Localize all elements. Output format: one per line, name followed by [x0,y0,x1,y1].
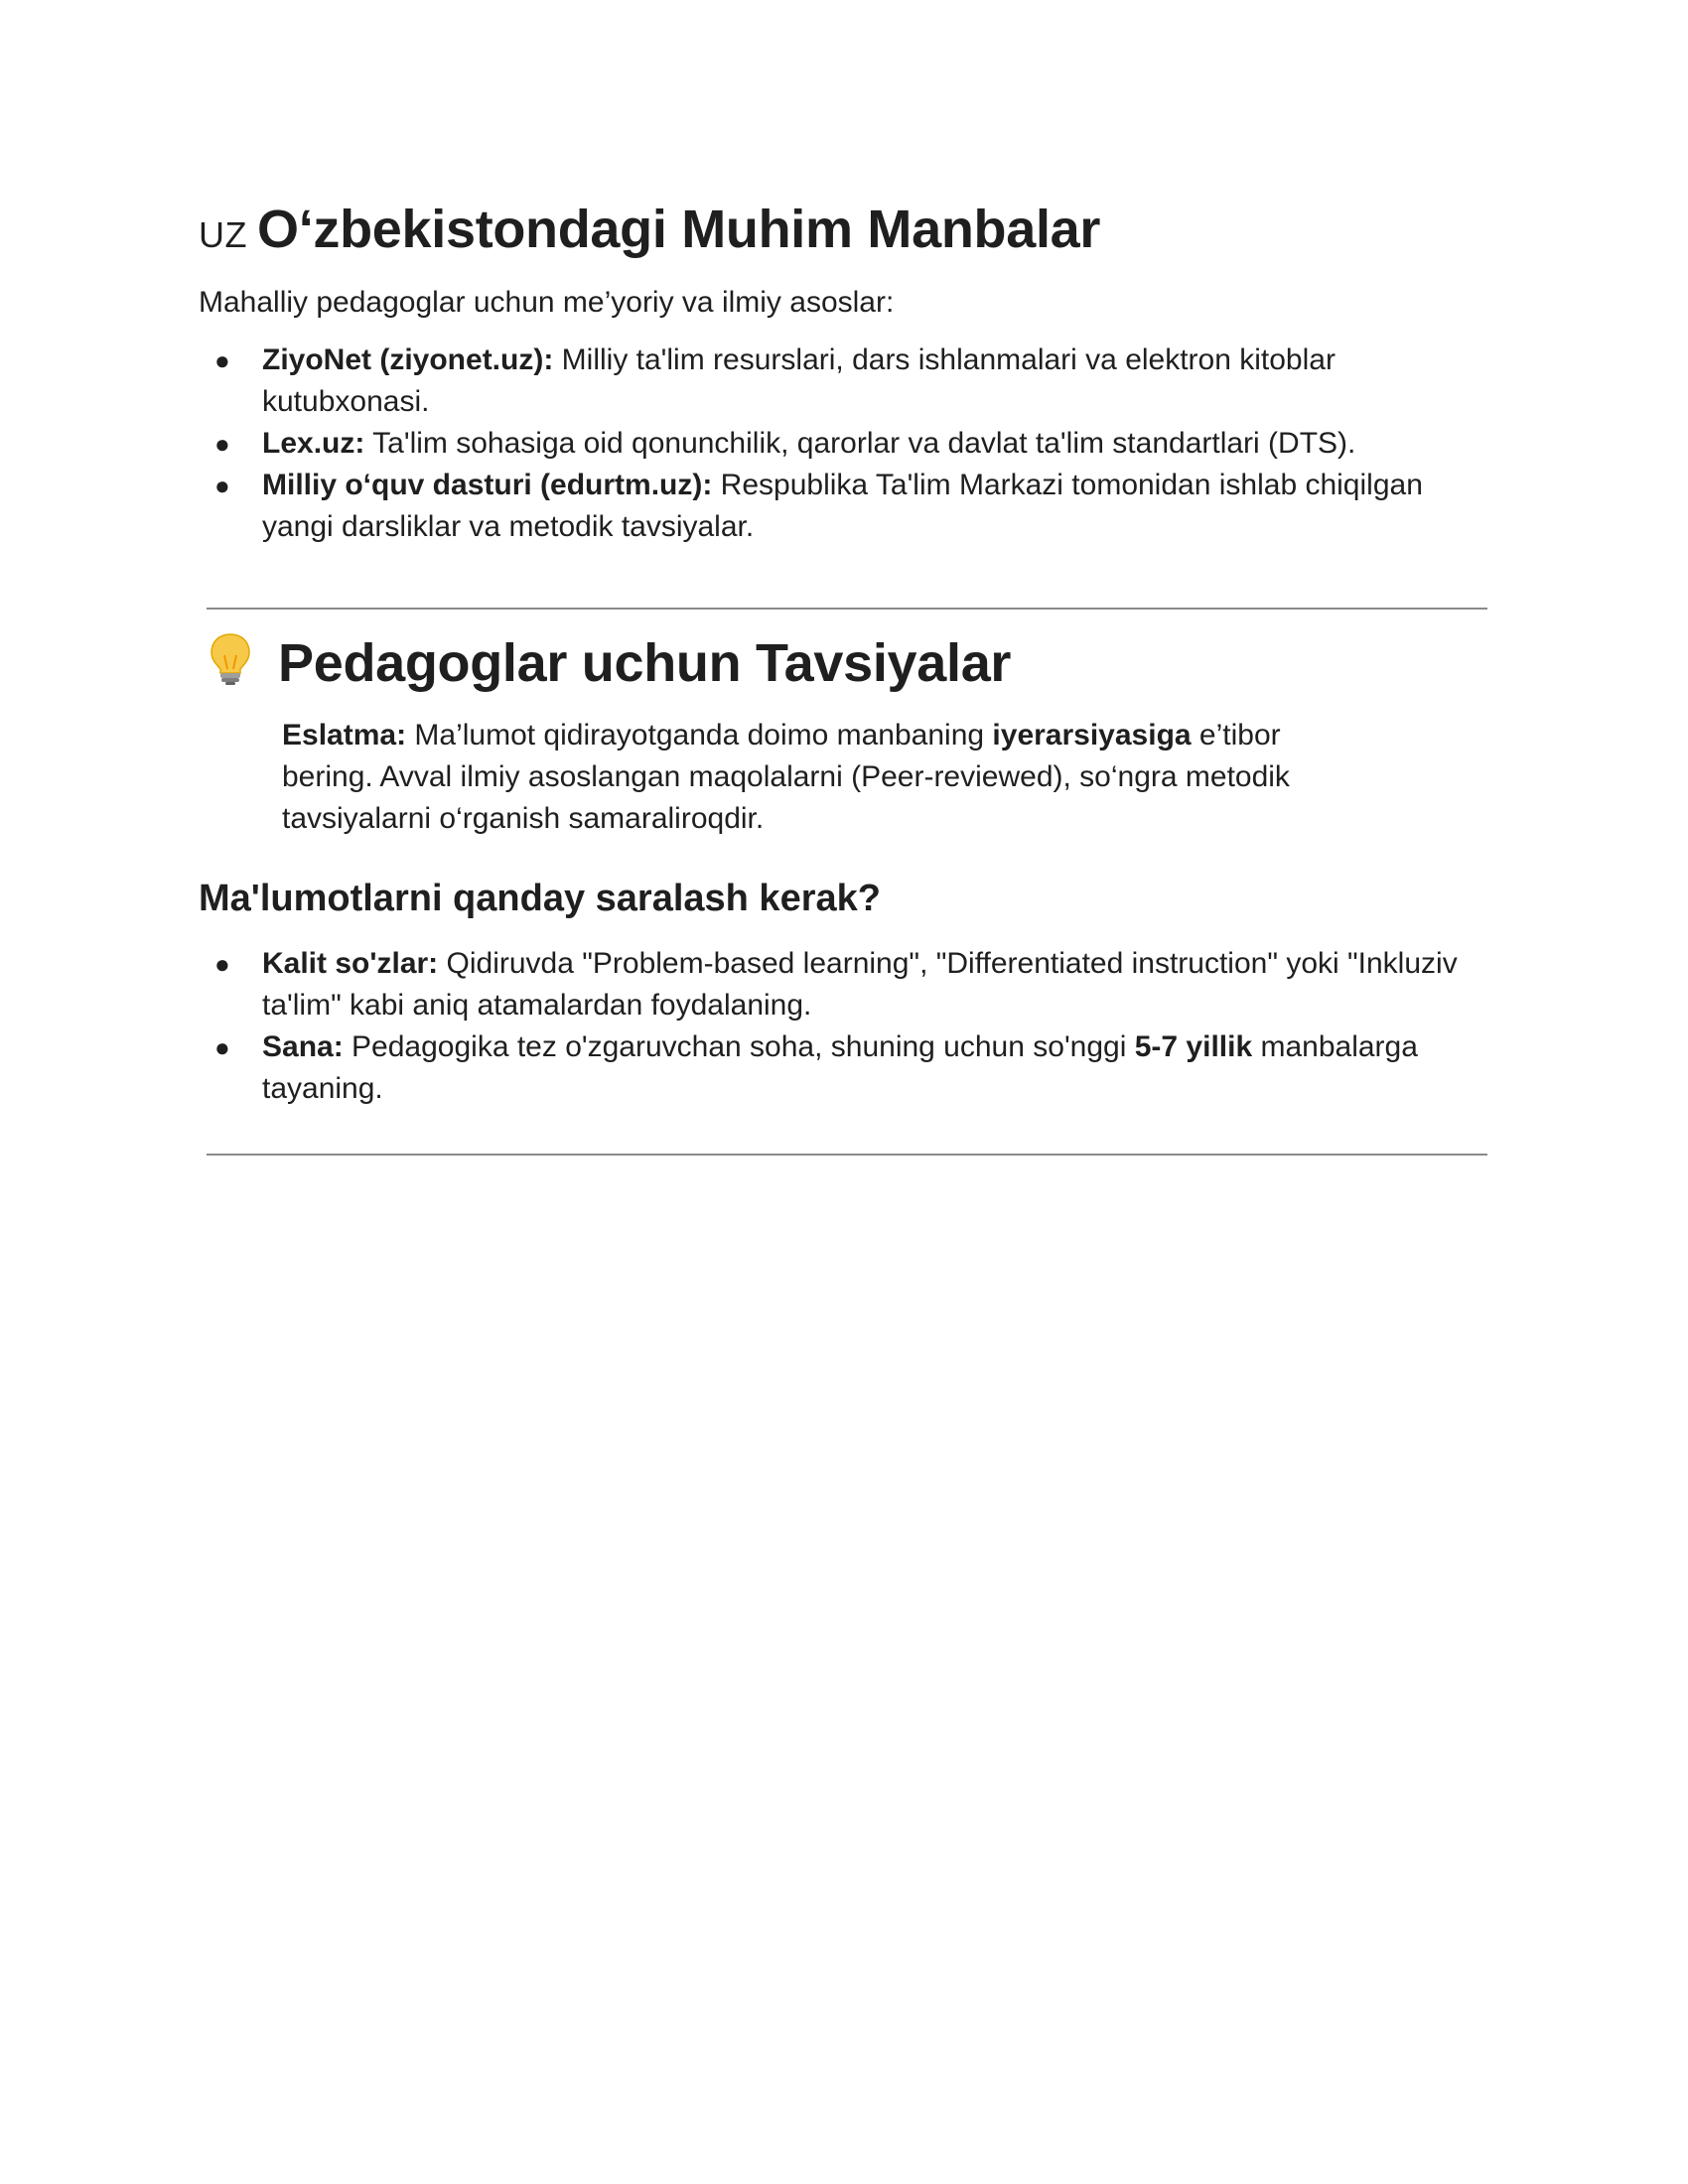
item-label: Sana: [262,1030,344,1063]
list-item [199,465,1489,548]
bullet-icon: ● [214,471,230,500]
item-text: manbalarga tayaning. [262,1030,1418,1105]
section-heading-uzbekistan-resources [199,195,1100,270]
item-label: ZiyoNet (ziyonet.uz): [262,343,554,376]
tips-list [199,943,1489,1110]
resource-list [199,340,1489,548]
bullet-icon: ● [214,1032,230,1062]
horizontal-divider [207,608,1487,610]
item-label: Lex.uz: [262,427,365,460]
note-emphasis: iyerarsiyasiga [992,719,1192,751]
section-title: O‘zbekistondagi Muhim Manbalar [257,200,1101,259]
bullet-icon: ● [214,345,230,375]
intro-text: Mahalliy pedagoglar uchun me’yoriy va ilmiy asoslar: [199,286,895,319]
list-item [199,423,1489,465]
section-heading-recommendations [207,625,1011,701]
item-text: Milliy ta'lim resurslari, dars ishlanmalari va elektron kitoblar kutubxonasi. [262,343,1336,418]
uz-flag-code: UZ [199,214,247,255]
lightbulb-icon [207,631,254,687]
note-callout [282,715,1364,840]
list-item [199,340,1489,423]
item-label: Kalit so'zlar: [262,947,439,980]
list-item [199,943,1489,1026]
bullet-icon: ● [214,949,230,979]
note-text: e’tibor bering. Avval ilmiy asoslangan maqolalarni (Peer-reviewed), so‘ngra metodik tavsiyalarni o‘rganish samaraliroqdir. [282,719,1290,835]
section-title: Pedagoglar uchun Tavsiyalar [278,633,1012,693]
item-text: Ta'lim sohasiga oid qonunchilik, qarorlar va davlat ta'lim standartlari (DTS). [364,427,1356,460]
item-text: Qidiruvda "Problem-based learning", "Differentiated instruction" yoki "Inkluziv ta'lim" kabi aniq atamalardan foydalaning. [262,947,1458,1022]
list-item [199,1026,1489,1110]
note-label: Eslatma: [282,719,407,751]
bullet-icon: ● [214,429,230,459]
item-label: Milliy o‘quv dasturi (edurtm.uz): [262,469,713,501]
item-emphasis: 5-7 yillik [1134,1030,1253,1063]
horizontal-divider [207,1154,1487,1156]
note-text: Ma’lumot qidirayotganda doimo manbaning [406,719,993,751]
item-text: Respublika Ta'lim Markazi tomonidan ishlab chiqilgan yangi darsliklar va metodik tavsiyalar. [262,469,1423,543]
item-text: Pedagogika tez o'zgaruvchan soha, shuning uchun so'nggi [343,1030,1135,1063]
subheading-how-to-sort: Ma'lumotlarni qanday saralash kerak? [199,878,881,919]
